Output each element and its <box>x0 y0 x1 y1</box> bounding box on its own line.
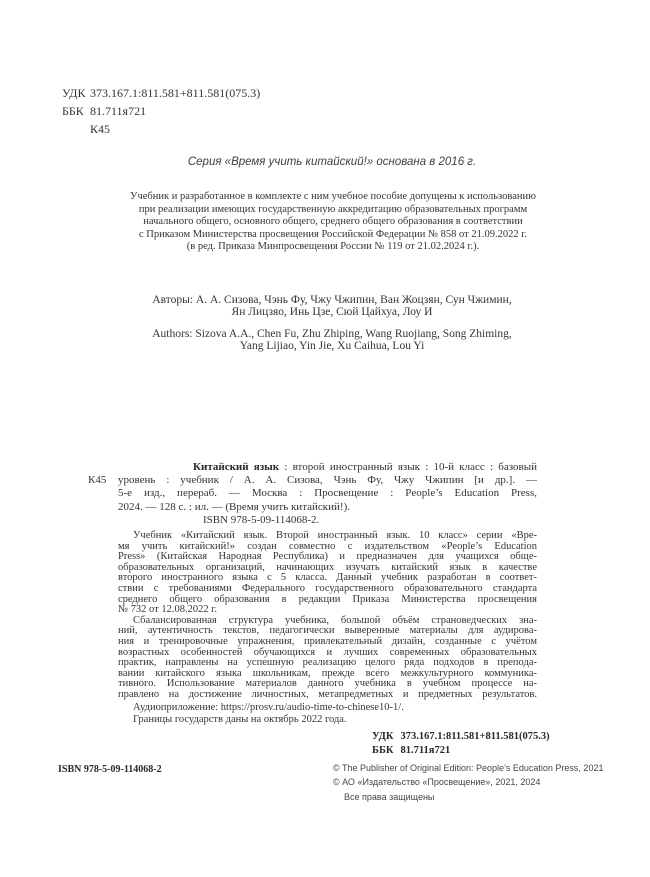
catalog-title-line <box>118 461 537 474</box>
approval-line: начального общего, основного общего, среднего общего образования в соответствии <box>143 216 523 228</box>
catalog-author-sign: К45 <box>88 474 107 486</box>
udk-label: УДК <box>62 86 86 100</box>
annotation-line: Press» (Китайская Народная Республика) и предназначен для учащихся обще- <box>118 551 537 563</box>
state-borders-line: Границы государств даны на октябрь 2022 года. <box>133 714 347 726</box>
annotation-line: ний, аутентичность текстов, педагогически выверенные материалы для аудирова- <box>118 625 537 637</box>
bbk-line <box>62 102 260 120</box>
annotation-line: возрастных особенностей обучающихся и лучших современных образовательных <box>118 646 537 658</box>
annotation-line: среднего общего образования в редакции Приказа Министерства просвещения <box>118 593 537 605</box>
approval-line: (в ред. Приказа Минпросвещения России № 119 от 21.02.2024 г.). <box>186 241 480 253</box>
annotation-line: вании китайского языка школьникам, прежде всего межкультурного коммуника- <box>118 667 537 679</box>
rights-reserved-line: Все права защищены <box>344 791 435 802</box>
udk-label: УДК <box>372 731 394 742</box>
catalog-line: 5-е изд., перераб. — Москва : Просвещение : People’s Education Press, <box>118 487 537 500</box>
annotation-line: Сбалансированная структура учебника, большой объём страноведческих зна- <box>133 614 537 626</box>
footer-isbn: ISBN 978-5-09-114068-2 <box>58 764 162 775</box>
annotation-line: мя учить китайский!» создан совместно с издательством «People’s Education <box>118 540 537 552</box>
bottom-classification-codes <box>372 730 550 757</box>
audio-supplement-line: Аудиоприложение: https://prosv.ru/audio-time-to-chinese10-1/. <box>133 701 404 713</box>
top-classification-codes <box>62 84 260 138</box>
authors-en-line: Yang Lijiao, Yin Jie, Xu Caihua, Lou Yi <box>239 340 425 353</box>
copyright-block <box>333 761 603 804</box>
udk-line <box>62 84 260 102</box>
udk-value: 373.167.1:811.581+811.581(075.3) <box>90 86 261 100</box>
udk-value: 373.167.1:811.581+811.581(075.3) <box>400 731 550 742</box>
catalog-card <box>88 461 538 527</box>
catalog-line: уровень : учебник / А. А. Сизова, Чэнь Фу, Чжу Чжипин [и др.]. — <box>118 474 537 487</box>
annotation-line: тивного. Использование материалов данного учебника в учебном процессе на- <box>118 678 537 690</box>
bbk-label: ББК <box>62 104 84 118</box>
copyright-line: © The Publisher of Original Edition: People’s Education Press, 2021 <box>333 763 604 773</box>
authors-ru-line: Авторы: А. А. Сизова, Чэнь Фу, Чжу Чжипин, Ван Жоцзян, Сун Чжимин, <box>152 294 512 306</box>
annotation <box>118 531 537 726</box>
annotation-line: практик, направлены на успешную реализацию целого ряда подходов в препода- <box>118 657 537 669</box>
authors-english <box>0 328 650 353</box>
authors-ru-line: Ян Лицзяо, Инь Цзе, Сюй Цайхуа, Лоу И <box>231 306 433 319</box>
annotation-line: ствии с требованиями Федерального государственного образовательного стандарта <box>118 582 537 594</box>
authors-en-line: Authors: Sizova A.A., Chen Fu, Zhu Zhiping, Wang Ruojiang, Song Zhiming, <box>152 328 512 340</box>
approval-line: Учебник и разработанное в комплекте с ним учебное пособие допущены к использованию <box>130 191 536 202</box>
annotation-line: Учебник «Китайский язык. Второй иностранный язык. 10 класс» серии «Вре- <box>133 530 537 541</box>
bbk-value: 81.711я721 <box>90 104 147 118</box>
bbk-line-bottom <box>372 744 550 758</box>
udk-line-bottom <box>372 730 550 744</box>
series-note: Серия «Время учить китайский!» основана в 2016 г. <box>187 156 477 168</box>
bbk-label: ББК <box>372 744 394 756</box>
author-sign-line <box>62 120 260 138</box>
approval-line: с Приказом Министерства просвещения Российской Федерации № 858 от 21.09.2022 г. <box>138 228 528 240</box>
annotation-line: второго иностранного языка с 5 класса. Данный учебник разработан в соответ- <box>118 572 537 584</box>
annotation-line: № 732 от 12.08.2022 г. <box>118 604 217 616</box>
catalog-title-rest: : второй иностранный язык : 10-й класс : базовый <box>279 461 538 473</box>
catalog-line: 2024. — 128 с. : ил. — (Время учить китайский!). <box>118 500 350 513</box>
authors-russian <box>0 294 650 319</box>
catalog-isbn: ISBN 978-5-09-114068-2. <box>203 513 320 526</box>
approval-paragraph <box>0 191 650 254</box>
annotation-line: правлено на достижение личностных, метапредметных и предметных результатов. <box>118 688 537 700</box>
bbk-value: 81.711я721 <box>400 744 451 756</box>
author-sign: К45 <box>90 122 111 136</box>
annotation-line: образовательных организаций, начинающих изучать китайский язык в качестве <box>118 561 537 573</box>
catalog-title: Китайский язык <box>193 461 280 473</box>
annotation-line: ния и тренировочные упражнения, привлекательный дизайн, созданные с учётом <box>118 635 537 647</box>
approval-line: при реализации имеющих государственную аккредитацию образовательных программ <box>138 203 528 215</box>
copyright-line: © АО «Издательство «Просвещение», 2021, 2024 <box>333 777 541 788</box>
